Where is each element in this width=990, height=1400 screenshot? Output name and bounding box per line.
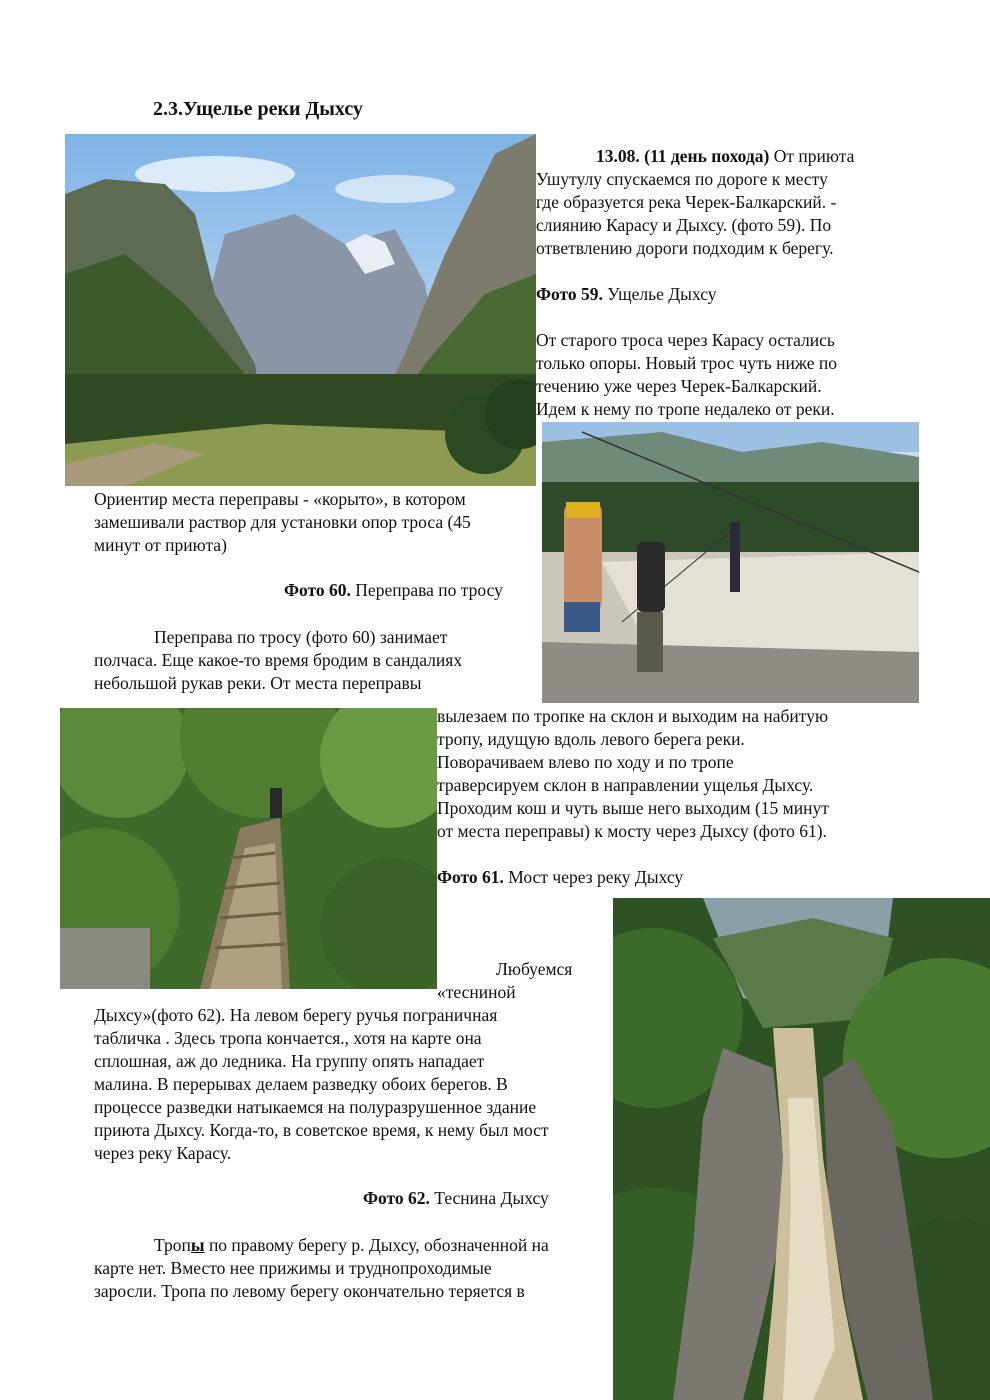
intro-line-1-rest: От приюта (769, 146, 855, 166)
gorge-line-7: процессе разведки натыкаемся на полуразрушенное здание (94, 1097, 537, 1117)
gorge-line-4: табличка . Здесь тропа кончается., хотя на карте она (94, 1028, 482, 1048)
intro-line-2: Ушутулу спускаемся по дороге к месту (536, 169, 828, 189)
landmark-line-3: минут от приюта) (94, 535, 227, 555)
crossing-line-1: Переправа по тросу (фото 60) занимает (154, 627, 448, 647)
trail-line-4: траверсируем склон в направлении ущелья Дыхсу. (437, 775, 814, 795)
gorge-line-9: через реку Карасу. (94, 1143, 232, 1163)
intro-line-4: слиянию Карасу и Дыхсу. (фото 59). По (536, 215, 832, 235)
right-bank-line-3: заросли. Тропа по левому берегу окончательно теряется в (94, 1281, 525, 1301)
photo-dykhsu-gorge (65, 134, 536, 486)
cable-line-1: От старого троса через Карасу остались (536, 330, 835, 350)
photo-bridge (60, 708, 437, 989)
right-bank-line-1-u: ы (190, 1235, 205, 1255)
right-bank-line-1-a: Троп (154, 1235, 191, 1255)
cable-line-4: Идем к нему по тропе недалеко от реки. (536, 399, 835, 419)
caption-photo-62 (363, 1187, 549, 1210)
section-title: 2.3.Ущелье реки Дыхсу (153, 98, 363, 120)
trail-line-5: Проходим кош и чуть выше него выходим (15 минут (437, 798, 829, 818)
gorge-line-2: «тесниной (437, 982, 516, 1002)
gorge-line-5: сплошная, аж до ледника. На группу опять нападает (94, 1051, 485, 1071)
caption-photo-61 (437, 866, 683, 889)
caption-photo-60 (284, 579, 503, 602)
intro-line-5: ответвлению дороги подходим к берегу. (536, 238, 834, 258)
crossing-line-3: небольшой рукав реки. От места переправы (94, 673, 422, 693)
photo-cable-crossing (542, 422, 919, 703)
gorge-line-6: малина. В перерывах делаем разведку обоих берегов. В (94, 1074, 508, 1094)
landmark-line-1: Ориентир места переправы - «корыто», в котором (94, 489, 466, 509)
caption-60-label: Фото 60. (284, 580, 351, 600)
trail-line-2: тропу, идущую вдоль левого берега реки. (437, 729, 745, 749)
caption-62-label: Фото 62. (363, 1188, 430, 1208)
trail-line-3: Поворачиваем влево по ходу и по тропе (437, 752, 734, 772)
photo-gorge (613, 898, 990, 1400)
caption-61-label: Фото 61. (437, 867, 504, 887)
gorge-line-8: приюта Дыхсу. Когда-то, в советское время, к нему был мост (94, 1120, 549, 1140)
intro-date: 13.08. (11 день похода) (596, 146, 770, 166)
intro-line-3: где образуется река Черек-Балкарский. - (536, 192, 837, 212)
gorge-line-1: Любуемся (496, 959, 573, 979)
intro-line-1 (596, 145, 854, 168)
right-bank-line-2: карте нет. Вместо нее прижимы и труднопроходимые (94, 1258, 492, 1278)
caption-62-text: Теснина Дыхсу (429, 1188, 549, 1208)
right-bank-line-1-b: по правому берегу р. Дыхсу, обозначенной на (204, 1235, 549, 1255)
caption-photo-59 (536, 283, 716, 306)
caption-59-text: Ущелье Дыхсу (602, 284, 717, 304)
landmark-line-2: замешивали раствор для установки опор троса (45 (94, 512, 471, 532)
caption-61-text: Мост через реку Дыхсу (503, 867, 684, 887)
gorge-line-3: Дыхсу»(фото 62). На левом берегу ручья пограничная (94, 1005, 498, 1025)
trail-line-1: вылезаем по тропке на склон и выходим на набитую (437, 706, 829, 726)
caption-59-label: Фото 59. (536, 284, 603, 304)
cable-line-2: только опоры. Новый трос чуть ниже по (536, 353, 838, 373)
crossing-line-2: полчаса. Еще какое-то время бродим в сандалиях (94, 650, 463, 670)
trail-line-6: от места переправы) к мосту через Дыхсу (фото 61). (437, 821, 827, 841)
right-bank-line-1 (154, 1234, 549, 1257)
cable-line-3: течению уже через Черек-Балкарский. (536, 376, 822, 396)
caption-60-text: Переправа по тросу (350, 580, 503, 600)
